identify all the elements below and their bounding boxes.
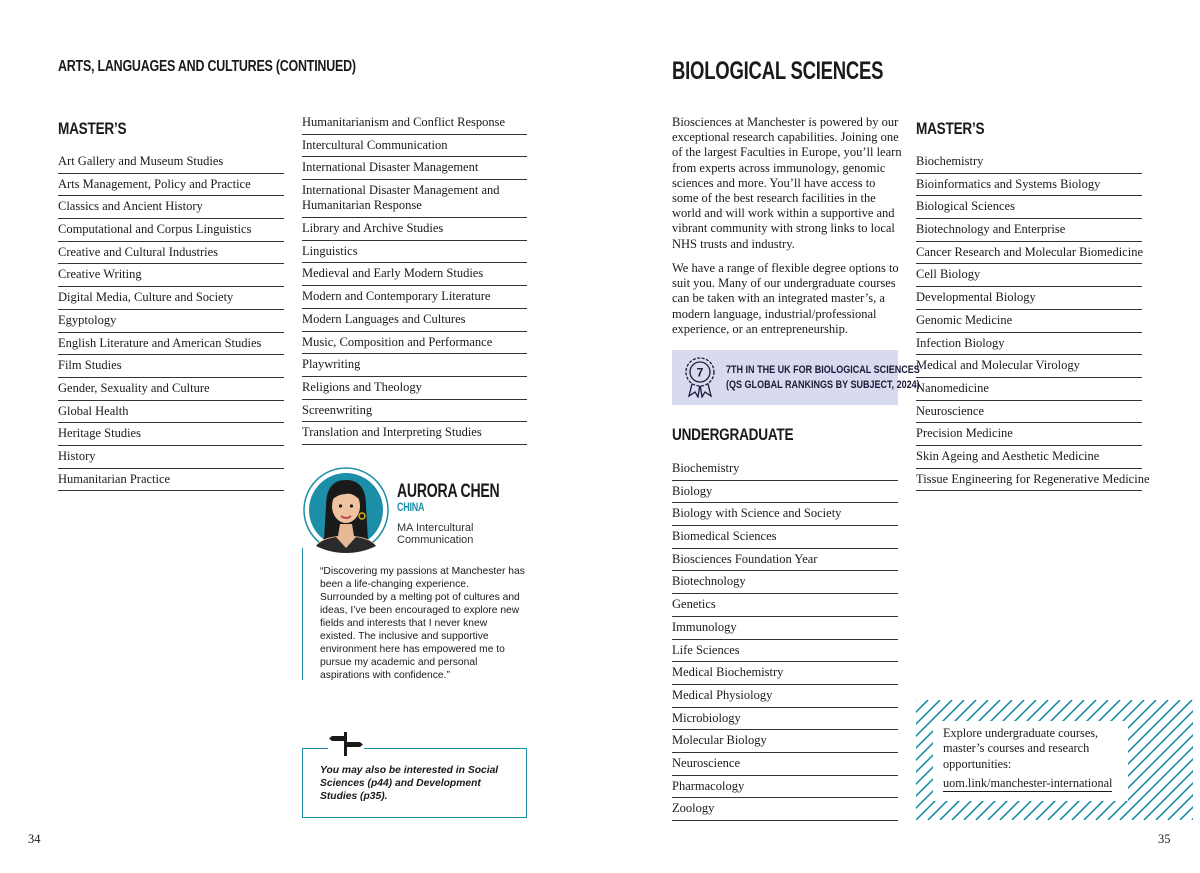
list-item: Molecular Biology xyxy=(672,730,898,753)
list-item: Biology with Science and Society xyxy=(672,503,898,526)
profile-avatar xyxy=(302,466,390,554)
profile-quote: “Discovering my passions at Manchester has been a life-changing experience. Surrounded by a melting pot of cultures and ideas, I’ve been encouraged to explore new fields and interests that I never knew existed. The inclusive and supportive environment here has empowered me to pursue my academic and personal aspirations with confidence.” xyxy=(320,566,525,681)
list-item: Microbiology xyxy=(672,708,898,731)
list-item: Art Gallery and Museum Studies xyxy=(58,151,284,174)
list-item: Zoology xyxy=(672,798,898,821)
profile-country: CHINA xyxy=(397,502,425,514)
list-item: Modern Languages and Cultures xyxy=(302,309,527,332)
list-item: Digital Media, Culture and Society xyxy=(58,287,284,310)
right-masters-heading: MASTER’S xyxy=(916,119,985,138)
list-item: Gender, Sexuality and Culture xyxy=(58,378,284,401)
list-item: Biotechnology and Enterprise xyxy=(916,219,1142,242)
list-item: Global Health xyxy=(58,401,284,424)
list-item: Playwriting xyxy=(302,354,527,377)
list-item: Biosciences Foundation Year xyxy=(672,549,898,572)
list-item: Nanomedicine xyxy=(916,378,1142,401)
explore-link[interactable]: uom.link/manchester-international xyxy=(943,776,1113,790)
undergrad-heading: UNDERGRADUATE xyxy=(672,425,794,444)
left-masters-list-col2 xyxy=(302,112,527,445)
list-item: Neuroscience xyxy=(672,753,898,776)
list-item: History xyxy=(58,446,284,469)
list-item: Biochemistry xyxy=(916,151,1142,174)
explore-text: Explore undergraduate courses, master’s courses and research opportunities: xyxy=(943,726,1099,771)
profile-name: AURORA CHEN xyxy=(397,481,500,502)
profile-course-line2: Communication xyxy=(397,534,474,546)
list-item: Egyptology xyxy=(58,310,284,333)
list-item: Humanitarian Practice xyxy=(58,469,284,492)
right-section-title: BIOLOGICAL SCIENCES xyxy=(672,57,884,85)
list-item: Genomic Medicine xyxy=(916,310,1142,333)
list-item: Creative and Cultural Industries xyxy=(58,242,284,265)
list-item: Biochemistry xyxy=(672,458,898,481)
list-item: Medical Physiology xyxy=(672,685,898,708)
list-item: Medieval and Early Modern Studies xyxy=(302,263,527,286)
list-item: Translation and Interpreting Studies xyxy=(302,422,527,445)
ranking-line1: 7TH IN THE UK FOR BIOLOGICAL SCIENCES xyxy=(726,364,920,376)
list-item: Computational and Corpus Linguistics xyxy=(58,219,284,242)
list-item: Cancer Research and Molecular Biomedicine xyxy=(916,242,1142,265)
ranking-badge xyxy=(672,350,920,405)
list-item: Classics and Ancient History xyxy=(58,196,284,219)
rosette-icon xyxy=(684,356,716,398)
interest-note: You may also be interested in Social Sciences (p44) and Development Studies (p35). xyxy=(320,765,499,802)
profile-course-line1: MA Intercultural xyxy=(397,522,474,534)
list-item: Library and Archive Studies xyxy=(302,218,527,241)
list-item: Modern and Contemporary Literature xyxy=(302,286,527,309)
list-item: Heritage Studies xyxy=(58,423,284,446)
right-masters-course-list xyxy=(916,151,1150,491)
list-item: Biomedical Sciences xyxy=(672,526,898,549)
list-item: Biological Sciences xyxy=(916,196,1142,219)
list-item: International Disaster Management xyxy=(302,157,527,180)
list-item: Medical and Molecular Virology xyxy=(916,355,1142,378)
list-item: Religions and Theology xyxy=(302,377,527,400)
list-item: Intercultural Communication xyxy=(302,135,527,158)
left-section-title: ARTS, LANGUAGES AND CULTURES (CONTINUED) xyxy=(58,58,356,75)
left-masters-heading: MASTER’S xyxy=(58,119,127,138)
list-item: Creative Writing xyxy=(58,264,284,287)
list-item: Immunology xyxy=(672,617,898,640)
ranking-line2: (QS GLOBAL RANKINGS BY SUBJECT, 2024) xyxy=(726,379,920,391)
list-item: International Disaster Management and Humanitarian Response xyxy=(302,180,527,218)
list-item: Bioinformatics and Systems Biology xyxy=(916,174,1142,197)
list-item: Pharmacology xyxy=(672,776,898,799)
list-item: Life Sciences xyxy=(672,640,898,663)
undergrad-course-list xyxy=(672,458,898,821)
rosette-number: 7 xyxy=(696,365,704,380)
signpost-icon xyxy=(328,731,364,757)
quote-accent-line xyxy=(302,548,303,680)
list-item: Arts Management, Policy and Practice xyxy=(58,174,284,197)
list-item: Tissue Engineering for Regenerative Medicine xyxy=(916,469,1142,492)
list-item: Linguistics xyxy=(302,241,527,264)
list-item: Film Studies xyxy=(58,355,284,378)
list-item: Biology xyxy=(672,481,898,504)
list-item: Infection Biology xyxy=(916,333,1142,356)
left-page-number: 34 xyxy=(28,832,41,846)
list-item: English Literature and American Studies xyxy=(58,333,284,356)
list-item: Genetics xyxy=(672,594,898,617)
list-item: Precision Medicine xyxy=(916,423,1142,446)
list-item: Screenwriting xyxy=(302,400,527,423)
intro-paragraph-1: Biosciences at Manchester is powered by our exceptional research capabilities. Joining one of the largest Faculties in Europe, you’ll learn from experts across immunology, genomic sciences and more. You’ll have access to some of the best research facilities in the world and will work within a supportive and vibrant community with strong links to local NHS trusts and industry. xyxy=(672,115,902,251)
intro-paragraph-2: We have a range of flexible degree options to suit you. Many of our undergraduate courses can be taken with an integrated master’s, a modern language, industrial/professional experience, or an entrepreneurship. xyxy=(672,261,899,336)
list-item: Humanitarianism and Conflict Response xyxy=(302,112,527,135)
list-item: Developmental Biology xyxy=(916,287,1142,310)
list-item: Music, Composition and Performance xyxy=(302,332,527,355)
explore-text-panel xyxy=(933,721,1128,801)
list-item: Skin Ageing and Aesthetic Medicine xyxy=(916,446,1142,469)
explore-box xyxy=(916,700,1193,820)
list-item: Medical Biochemistry xyxy=(672,662,898,685)
left-masters-list-col1 xyxy=(58,151,284,491)
ranking-text xyxy=(726,363,920,393)
list-item: Cell Biology xyxy=(916,264,1142,287)
list-item: Biotechnology xyxy=(672,571,898,594)
right-page-number: 35 xyxy=(1158,832,1171,846)
list-item: Neuroscience xyxy=(916,401,1142,424)
